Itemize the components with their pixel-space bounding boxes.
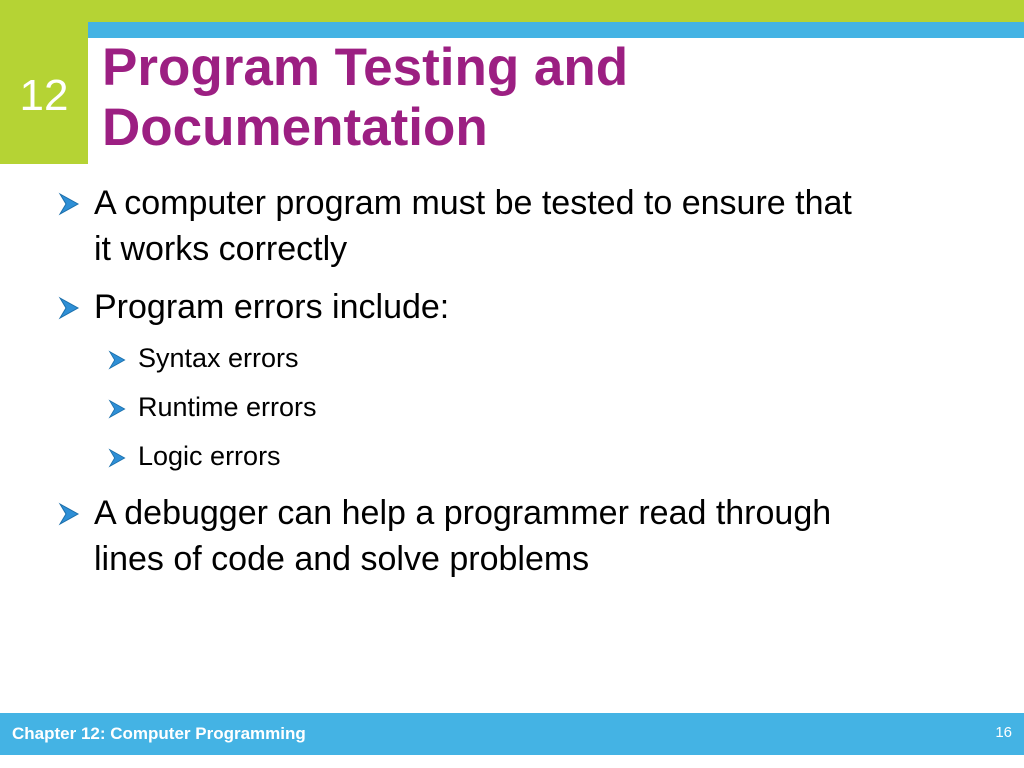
title-line-1: Program Testing and [102,38,629,97]
sub-bullet-text: Syntax errors [138,343,299,373]
bullet-text [94,284,988,330]
arrow-bullet-icon [108,448,128,468]
bullet-text [94,490,988,582]
arrow-bullet-icon [58,296,82,320]
bullet-line: A computer program must be tested to ensure that [94,184,852,222]
sub-bullet-item [108,341,808,375]
bullet-line: lines of code and solve problems [94,540,590,578]
bullet-item [58,180,988,272]
sub-bullet-text: Logic errors [138,441,281,471]
footer-chapter-title: Chapter 12: Computer Programming [12,724,306,743]
arrow-bullet-icon [58,502,82,526]
chapter-number: 12 [19,71,69,120]
bullet-line: A debugger can help a programmer read through [94,494,832,532]
arrow-bullet-icon [108,399,128,419]
bullet-item [58,490,988,582]
header-blue-bar [88,22,1024,38]
sub-bullet-text: Runtime errors [138,392,317,422]
chapter-badge [0,22,88,164]
footer-bar [0,713,1024,755]
bullet-item [58,284,988,330]
bullet-line: Program errors include: [94,288,450,326]
arrow-bullet-icon [58,192,82,216]
slide-title [102,38,1002,158]
arrow-bullet-icon [108,350,128,370]
bullet-line: it works correctly [94,230,348,268]
title-line-2: Documentation [102,98,488,157]
sub-bullet-item [108,439,808,473]
page-number: 16 [995,724,1012,741]
bullet-text [94,180,988,272]
sub-bullet-item [108,390,808,424]
header-green-bar [0,0,1024,22]
